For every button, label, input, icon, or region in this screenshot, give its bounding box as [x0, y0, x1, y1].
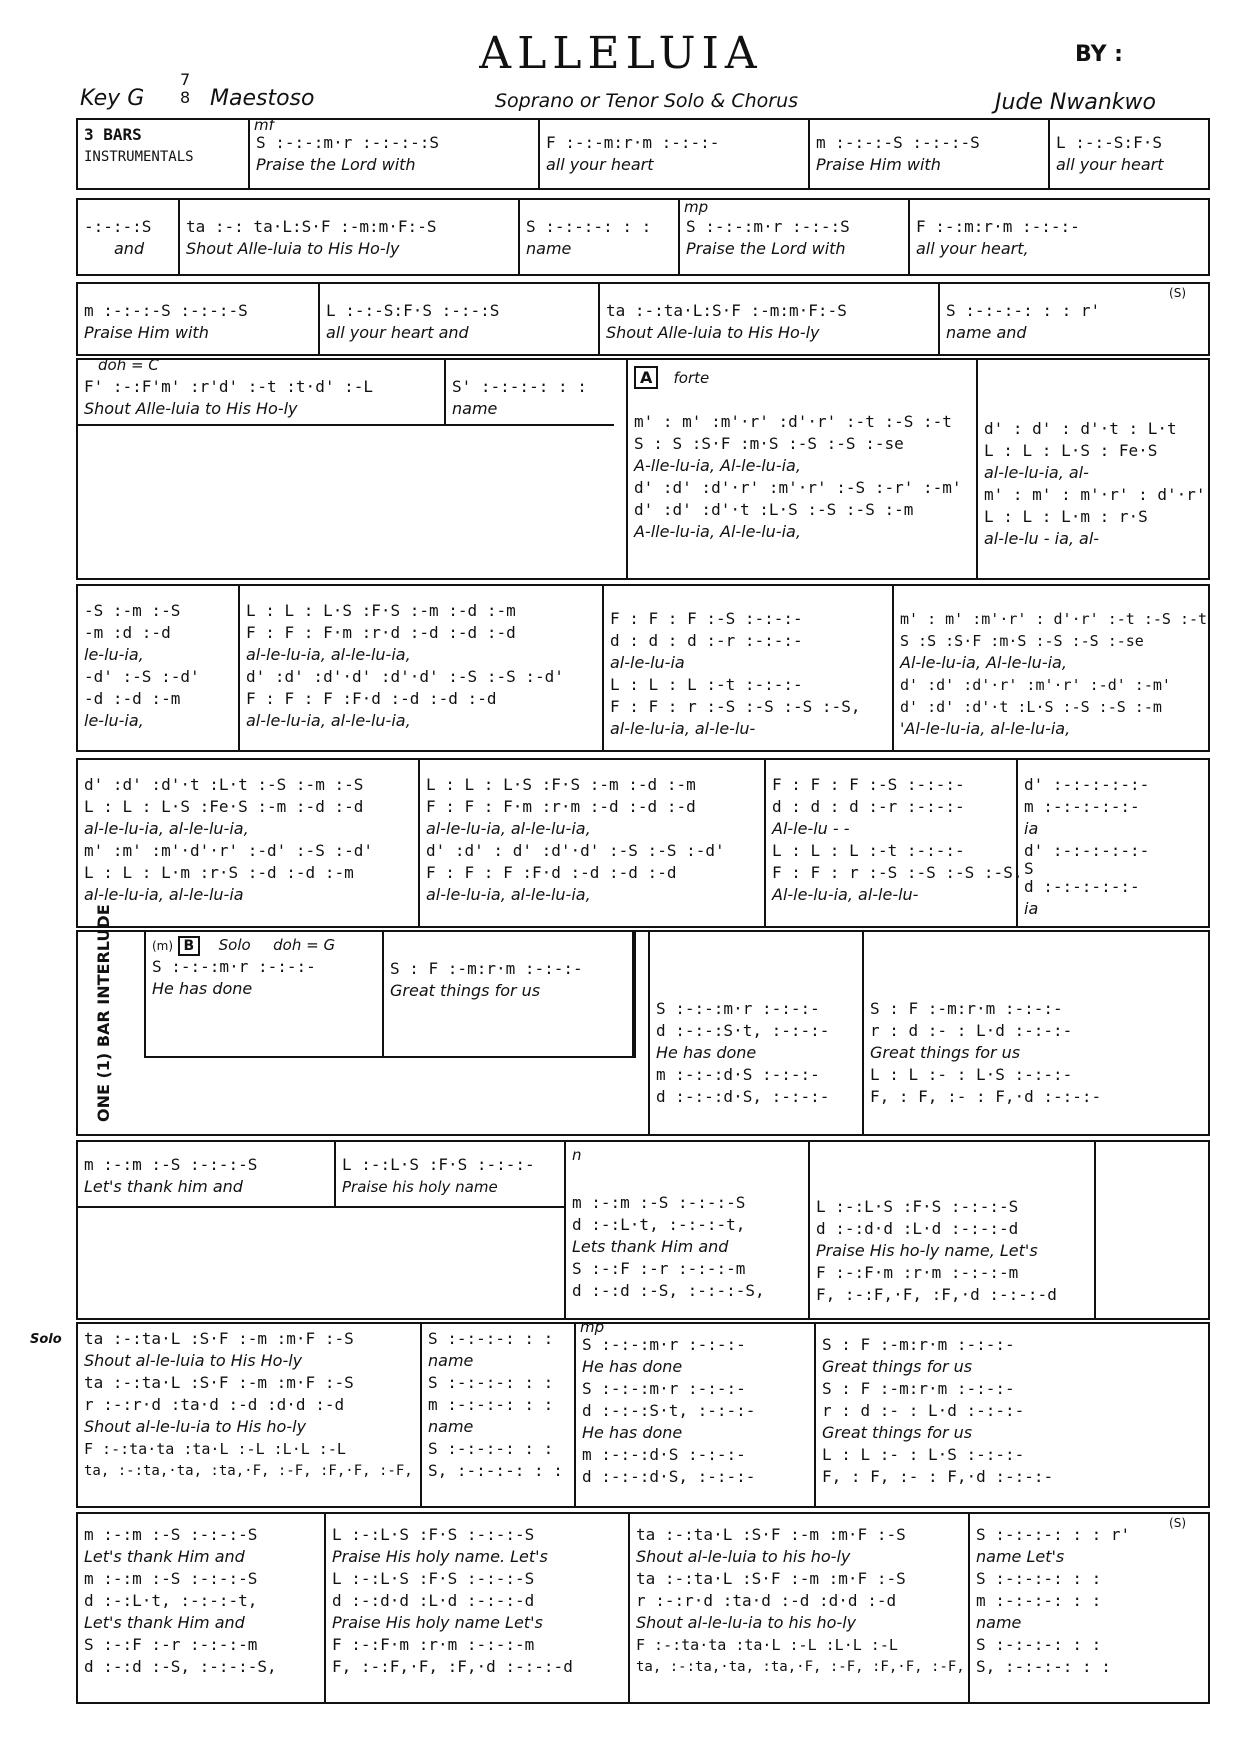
solfa-line: m :-:-:-:-:-: [1024, 797, 1140, 816]
lyric-line: al-le-lu-ia, al-le-lu-ia,: [246, 711, 411, 730]
measure: [78, 760, 418, 926]
lyric-line: Great things for us: [822, 1423, 973, 1442]
solfa-line: m' : m' :m'·r' : d'·r' :-t :-S :-t: [900, 610, 1208, 628]
solfa-line: ta :-:ta·L :S·F :-m :m·F :-S: [636, 1525, 906, 1544]
solfa-line: ta, :-:ta,·ta, :ta,·F, :-F, :F,·F, :-F,: [636, 1659, 965, 1675]
lyric-line: all your heart: [1056, 155, 1164, 174]
score-row-8: [76, 1140, 1210, 1320]
lyric-line: Lets thank Him and: [572, 1237, 729, 1256]
solfa-line: S :-:-:m·r :-:-:-: [656, 999, 820, 1018]
lyric-line: 'Al-le-lu-ia, al-le-lu-ia,: [900, 719, 1071, 738]
measure: [908, 200, 1208, 274]
lyric-line: Shout al-le-lu-ia to his ho-ly: [636, 1613, 857, 1632]
lyric-line: all your heart,: [916, 239, 1029, 258]
lyric-line: Let's thank Him and: [84, 1613, 245, 1632]
solfa-line: d :-:d·d :L·d :-:-:-d: [332, 1591, 535, 1610]
solfa-line: S :-:-:-: : :: [976, 1635, 1102, 1654]
solfa-line: ta :-:ta·L :S·F :-m :m·F :-S: [636, 1569, 906, 1588]
solfa-line: d :-:-:S·t, :-:-:-: [656, 1021, 830, 1040]
lyric-line: al-le-lu-ia, al-le-lu-ia,: [84, 819, 249, 838]
measure: [808, 120, 1048, 188]
lyric-line: Praise His ho-ly name, Let's: [816, 1241, 1038, 1260]
solfa-line: m :-:-:-S :-:-:-S: [84, 301, 248, 320]
lyric-line: Great things for us: [822, 1357, 973, 1376]
lyric-line: Shout al-le-luia to His Ho-ly: [84, 1351, 303, 1370]
lyric-line: He has done: [656, 1043, 757, 1062]
solfa-line: F :-:F·m :r·m :-:-:-m: [332, 1635, 535, 1654]
solfa-line: d :-:L·t, :-:-:-t,: [84, 1591, 258, 1610]
solfa-line: S :-:-:-: : : r': [946, 301, 1101, 320]
solfa-line: F, : F, :- : F,·d :-:-:-: [822, 1467, 1054, 1486]
solfa-line: S :-:F :-r :-:-:-m: [84, 1635, 258, 1654]
optional-note: (S): [1169, 1516, 1186, 1530]
solfa-line: S : F :-m:r·m :-:-:-: [822, 1335, 1015, 1354]
score-row-3: [76, 282, 1210, 356]
measure: [968, 1514, 1208, 1702]
solfa-line: S: [1024, 859, 1034, 878]
score-row-10: [76, 1512, 1210, 1704]
lyric-line: name and: [946, 323, 1027, 342]
solfa-line: F : F : F :F·d :-d :-d :-d: [246, 689, 497, 708]
lyric-line: He has done: [152, 979, 253, 998]
solfa-line: d' :d' :d'·d' :d'·d' :-S :-S :-d': [246, 667, 564, 686]
solfa-line: m :-:m :-S :-:-:-S: [84, 1569, 258, 1588]
lyric-line: He has done: [582, 1423, 683, 1442]
time-signature-top: 7: [180, 70, 191, 89]
solfa-line: m :-:m :-S :-:-:-S: [572, 1193, 746, 1212]
lyric-line: A-lle-lu-ia, Al-le-lu-ia,: [634, 456, 801, 475]
measure: [602, 586, 892, 750]
measure: [808, 1142, 1094, 1318]
optional-note: (m): [152, 939, 174, 953]
key-change-marking: doh = G: [273, 936, 336, 954]
solfa-line: ta :-:ta·L:S·F :-m:m·F:-S: [606, 301, 847, 320]
score-row-6: [76, 758, 1210, 928]
solfa-line: L :-:L·S :F·S :-:-:-S: [332, 1525, 535, 1544]
solfa-line: L : L : L·m :r·S :-d :-d :-m: [84, 863, 354, 882]
measure: [318, 284, 598, 354]
solfa-line: F :-:ta·ta :ta·L :-L :L·L :-L: [84, 1440, 346, 1458]
key-change-marking: doh = C: [98, 356, 159, 374]
lyric-line: al-le-lu-ia, al-le-lu-ia,: [426, 885, 591, 904]
lyric-line: name: [526, 239, 572, 258]
solfa-line: L : L : L·S :F·S :-m :-d :-m: [426, 775, 696, 794]
measure: [764, 760, 1023, 926]
measure: [444, 360, 614, 426]
measure: [648, 932, 862, 1134]
intro-cell: [78, 120, 248, 188]
lyric-line: Let's thank Him and: [84, 1547, 245, 1566]
measure: [938, 284, 1208, 354]
solfa-line: -d' :-S :-d': [84, 667, 200, 686]
solfa-line: F, :-:F,·F, :F,·d :-:-:-d: [332, 1657, 573, 1676]
solfa-line: ta :-: ta·L:S·F :-m:m·F:-S: [186, 217, 437, 236]
measure: [1048, 120, 1208, 188]
solfa-line: L : L : L·S :F·S :-m :-d :-m: [246, 601, 516, 620]
score-row-4: [76, 358, 1210, 580]
measure: [238, 586, 602, 750]
solfa-line: F : F : F·m :r·m :-d :-d :-d: [426, 797, 696, 816]
solfa-line: d' :d' :d'·t :L·t :-S :-m :-S: [84, 775, 364, 794]
solo-marking: Solo: [218, 936, 251, 954]
solfa-line: F : F : F·m :r·d :-d :-d :-d: [246, 623, 516, 642]
lyric-line: Shout Alle-luia to His Ho-ly: [606, 323, 820, 342]
lyric-line: name: [452, 399, 498, 418]
solfa-line: S : S :S·F :m·S :-S :-S :-se: [634, 434, 904, 453]
solfa-line: S :-:-:-: : :: [428, 1329, 554, 1348]
voicing: Soprano or Tenor Solo & Chorus: [495, 90, 799, 112]
solfa-line: F : F : F :-S :-:-:-: [772, 775, 965, 794]
solfa-line: L :-:L·S :F·S :-:-:-S: [816, 1197, 1019, 1216]
lyric-line: Shout Alle-luia to His Ho-ly: [84, 399, 298, 418]
measure: [628, 1514, 968, 1702]
measure: [538, 120, 808, 188]
measure: [78, 1324, 420, 1506]
score-row-9: [76, 1318, 1210, 1508]
solfa-line: m' : m' :m'·r' :d'·r' :-t :-S :-t: [634, 412, 952, 431]
measure: [814, 1324, 1208, 1506]
solfa-line: S :-:F :-r :-:-:-m: [572, 1259, 746, 1278]
measure: [382, 932, 636, 1058]
solfa-line: d :-:L·t, :-:-:-t,: [572, 1215, 746, 1234]
optional-note: (S): [1169, 286, 1186, 300]
measure: [78, 1514, 324, 1702]
lyric-line: Shout Alle-luia to His Ho-ly: [186, 239, 400, 258]
section-b-marker: B: [178, 936, 201, 956]
composer-name: Jude Nwankwo: [995, 90, 1156, 115]
measure: [144, 932, 382, 1058]
solfa-line: ta :-:ta·L :S·F :-m :m·F :-S: [84, 1329, 354, 1348]
solfa-line: F, :-:F,·F, :F,·d :-:-:-d: [816, 1285, 1057, 1304]
lyric-line: Praise the Lord with: [256, 155, 416, 174]
solfa-line: S, :-:-:-: : :: [976, 1657, 1111, 1676]
measure: [678, 200, 908, 274]
measure: [78, 586, 238, 750]
solfa-line: S :S :S·F :m·S :-S :-S :-se: [900, 632, 1144, 650]
measure: [564, 1142, 808, 1318]
lyric-line: al-le-lu-ia: [610, 653, 685, 672]
solfa-line: L : L : L·S : Fe·S: [984, 441, 1158, 460]
solfa-line: F : F : F :-S :-:-:-: [610, 609, 803, 628]
solfa-line: L :-:-S:F·S :-:-:S: [326, 301, 500, 320]
time-signature-bottom: 8: [180, 88, 191, 107]
solfa-line: d' :d' :d'·t :L·S :-S :-S :-m: [900, 698, 1162, 716]
solfa-line: S :-:-:m·r :-:-:-: [152, 957, 316, 976]
solfa-line: S :-:-:-: : :: [526, 217, 652, 236]
solfa-line: m :-:-:-S :-:-:-S: [816, 133, 980, 152]
solfa-line: S :-:-:m·r :-:-:-: [582, 1335, 746, 1354]
solfa-line: r : d :- : L·d :-:-:-: [822, 1401, 1025, 1420]
forte-marking: forte: [673, 369, 710, 387]
solfa-line: d :-:-:S·t, :-:-:-: [582, 1401, 756, 1420]
solfa-line: d' : d' : d'·t : L·t: [984, 419, 1177, 438]
solfa-line: F :-:ta·ta :ta·L :-L :L·L :-L: [636, 1636, 898, 1654]
solfa-line: m :-:-:d·S :-:-:-: [582, 1445, 746, 1464]
solfa-line: F : F : r :-S :-S :-S :-S,: [610, 697, 861, 716]
lyric-line: Praise Him with: [84, 323, 209, 342]
solfa-line: L : L : L·S :Fe·S :-m :-d :-d: [84, 797, 364, 816]
solfa-line: F : F : F :F·d :-d :-d :-d: [426, 863, 677, 882]
solfa-line: ta :-:ta·L :S·F :-m :m·F :-S: [84, 1373, 354, 1392]
lyric-line: al-le-lu-ia, al-le-lu-: [610, 719, 756, 738]
solfa-line: S : F :-m:r·m :-:-:-: [390, 959, 583, 978]
dynamic-marking: mp: [684, 198, 709, 216]
lyric-line: al-le-lu-ia, al-le-lu-ia,: [246, 645, 411, 664]
measure: [626, 360, 976, 578]
solfa-line: r :-:r·d :ta·d :-d :d·d :-d: [84, 1395, 345, 1414]
solfa-line: m :-:-:-: : :: [428, 1395, 554, 1414]
score-row-2: [76, 198, 1210, 276]
lyric-line: He has done: [582, 1357, 683, 1376]
solfa-line: S :-:-:-: : :: [976, 1569, 1102, 1588]
measure: [78, 200, 178, 274]
lyric-line: name: [428, 1351, 474, 1370]
solfa-line: F :-:F·m :r·m :-:-:-m: [816, 1263, 1019, 1282]
solfa-line: ta, :-:ta,·ta, :ta,·F, :-F, :F,·F, :-F,: [84, 1463, 413, 1479]
solfa-line: d :-:d :-S, :-:-:-S,: [84, 1657, 277, 1676]
lyric-line: al-le-lu - ia, al-: [984, 529, 1100, 548]
lyric-line: name: [976, 1613, 1022, 1632]
solfa-line: S :-:-:-: : : r': [976, 1525, 1131, 1544]
intro-bars: 3 BARS: [84, 125, 142, 144]
solfa-line: L : L : L :-t :-:-:-: [610, 675, 803, 694]
solfa-line: L :-:-S:F·S: [1056, 133, 1162, 152]
measure: [78, 284, 318, 354]
lyric-line: name Let's: [976, 1547, 1065, 1566]
dynamic-marking: mf: [254, 116, 274, 134]
intro-label: INSTRUMENTALS: [84, 149, 194, 165]
solfa-line: r : d :- : L·d :-:-:-: [870, 1021, 1073, 1040]
solo-marking: Solo: [30, 1332, 62, 1347]
lyric-line: all your heart and: [326, 323, 469, 342]
solfa-line: d' :d' :d'·t :L·S :-S :-S :-m: [634, 500, 914, 519]
by-label: BY :: [1075, 42, 1123, 67]
solfa-line: L :-:L·S :F·S :-:-:-: [342, 1155, 535, 1174]
solfa-line: S :-:-:m·r :-:-:S: [686, 217, 850, 236]
solfa-line: m' :m' :m'·d'·r' :-d' :-S :-d': [84, 841, 373, 860]
solfa-line: d :-:-:-:-:-: [1024, 877, 1140, 896]
solfa-line: m' : m' : m'·r' : d'·r': [984, 485, 1206, 504]
lyric-line: ia: [1024, 819, 1039, 838]
lyric-line: all your heart: [546, 155, 654, 174]
solfa-line: d : d : d :-r :-:-:-: [610, 631, 803, 650]
measure: [518, 200, 678, 274]
tempo-marking: Maestoso: [210, 86, 315, 111]
lyric-line: al-le-lu-ia, al-: [984, 463, 1089, 482]
solfa-line: m :-:m :-S :-:-:-S: [84, 1525, 258, 1544]
solfa-line: S :-:-:m·r :-:-:-:S: [256, 133, 440, 152]
measure: [1016, 760, 1208, 926]
solfa-line: S' :-:-:-: : :: [452, 377, 587, 396]
section-a-marker: A: [634, 366, 658, 389]
solfa-line: L : L :- : L·S :-:-:-: [822, 1445, 1025, 1464]
lyric-line: Great things for us: [390, 981, 541, 1000]
lyric-line: and: [114, 239, 145, 258]
measure: [248, 116, 538, 188]
solfa-line: S : F :-m:r·m :-:-:-: [822, 1379, 1015, 1398]
lyric-line: Praise His holy name. Let's: [332, 1547, 548, 1566]
lyric-line: al-le-lu-ia, al-le-lu-ia,: [426, 819, 591, 838]
lyric-line: Al-le-lu-ia, al-le-lu-: [772, 885, 919, 904]
measure: [862, 932, 1208, 1134]
solfa-line: d :-:-:d·S, :-:-:-: [656, 1087, 830, 1106]
solfa-line: -:-:-:S: [84, 217, 152, 236]
solfa-line: d' :d' :d'·r' :m'·r' :-S :-r' :-m': [634, 478, 962, 497]
solfa-line: d' :d' : d' :d'·d' :-S :-S :-d': [426, 841, 725, 860]
song-title: ALLELUIA: [479, 28, 763, 79]
lyric-line: ia: [1024, 899, 1039, 918]
solfa-line: L : L : L·m : r·S: [984, 507, 1148, 526]
lyric-line: Praise the Lord with: [686, 239, 846, 258]
lyric-line: Shout al-le-lu-ia to His ho-ly: [84, 1417, 307, 1436]
solfa-line: F :-:-m:r·m :-:-:-: [546, 133, 720, 152]
measure: [574, 1318, 814, 1506]
lyric-line: Al-le-lu-ia, Al-le-lu-ia,: [900, 653, 1067, 672]
lyric-line: Praise His holy name Let's: [332, 1613, 543, 1632]
measure: [892, 586, 1208, 750]
solfa-line: m :-:-:-: : :: [976, 1591, 1102, 1610]
solfa-line: d :-:d·d :L·d :-:-:-d: [816, 1219, 1019, 1238]
dynamic-marking: n: [572, 1146, 582, 1164]
lyric-line: al-le-lu-ia, al-le-lu-ia: [84, 885, 244, 904]
lyric-line: Praise his holy name: [342, 1178, 498, 1196]
solfa-line: -m :d :-d: [84, 623, 171, 642]
score-row-1: [76, 118, 1210, 190]
lyric-line: Shout al-le-luia to his ho-ly: [636, 1547, 851, 1566]
lyric-line: Praise Him with: [816, 155, 941, 174]
measure: [976, 360, 1208, 578]
solfa-line: F, : F, :- : F,·d :-:-:-: [870, 1087, 1102, 1106]
solfa-line: d' :-:-:-:-:-: [1024, 841, 1150, 860]
score-row-5: [76, 584, 1210, 752]
solfa-line: r :-:r·d :ta·d :-d :d·d :-d: [636, 1591, 897, 1610]
lyric-line: name: [428, 1417, 474, 1436]
solfa-line: S :-:-:m·r :-:-:-: [582, 1379, 746, 1398]
interlude-label: ONE (1) BAR INTERLUDE: [94, 904, 113, 1122]
solfa-line: d :-:-:d·S, :-:-:-: [582, 1467, 756, 1486]
lyric-line: Great things for us: [870, 1043, 1021, 1062]
measure: [334, 1142, 564, 1208]
measure: [178, 200, 518, 274]
solfa-line: L : L : L :-t :-:-:-: [772, 841, 965, 860]
solfa-line: F : F : r :-S :-S :-S :-S,: [772, 863, 1023, 882]
solfa-line: S : F :-m:r·m :-:-:-: [870, 999, 1063, 1018]
dynamic-marking: mp: [580, 1318, 605, 1336]
solfa-line: S, :-:-:-: : :: [428, 1461, 563, 1480]
solfa-line: F' :-:F'm' :r'd' :-t :t·d' :-L: [84, 377, 373, 396]
solfa-line: d :-:d :-S, :-:-:-S,: [572, 1281, 765, 1300]
key-signature: Key G: [80, 86, 145, 111]
measure: [78, 1142, 334, 1208]
solfa-line: m :-:m :-S :-:-:-S: [84, 1155, 258, 1174]
solfa-line: S :-:-:-: : :: [428, 1373, 554, 1392]
solfa-line: d' :-:-:-:-:-: [1024, 775, 1150, 794]
lyric-line: A-lle-lu-ia, Al-le-lu-ia,: [634, 522, 801, 541]
solfa-line: S :-:-:-: : :: [428, 1439, 554, 1458]
lyric-line: le-lu-ia,: [84, 711, 144, 730]
lyric-line: le-lu-ia,: [84, 645, 144, 664]
lyric-line: Al-le-lu - -: [772, 819, 850, 838]
measure: [598, 284, 938, 354]
interlude-cell: [78, 904, 144, 1134]
measure: [324, 1514, 628, 1702]
measure: [78, 356, 444, 426]
measure: [420, 1324, 574, 1506]
solfa-line: -d :-d :-m: [84, 689, 181, 708]
solfa-line: d : d : d :-r :-:-:-: [772, 797, 965, 816]
solfa-line: m :-:-:d·S :-:-:-: [656, 1065, 820, 1084]
solfa-line: L :-:L·S :F·S :-:-:-S: [332, 1569, 535, 1588]
measure: [418, 760, 764, 926]
lyric-line: Let's thank him and: [84, 1177, 243, 1196]
empty-measure: [1094, 1142, 1208, 1318]
solfa-line: F :-:m:r·m :-:-:-: [916, 217, 1080, 236]
solfa-line: L : L :- : L·S :-:-:-: [870, 1065, 1073, 1084]
solfa-line: d' :d' :d'·r' :m'·r' :-d' :-m': [900, 676, 1171, 694]
solfa-line: -S :-m :-S: [84, 601, 181, 620]
